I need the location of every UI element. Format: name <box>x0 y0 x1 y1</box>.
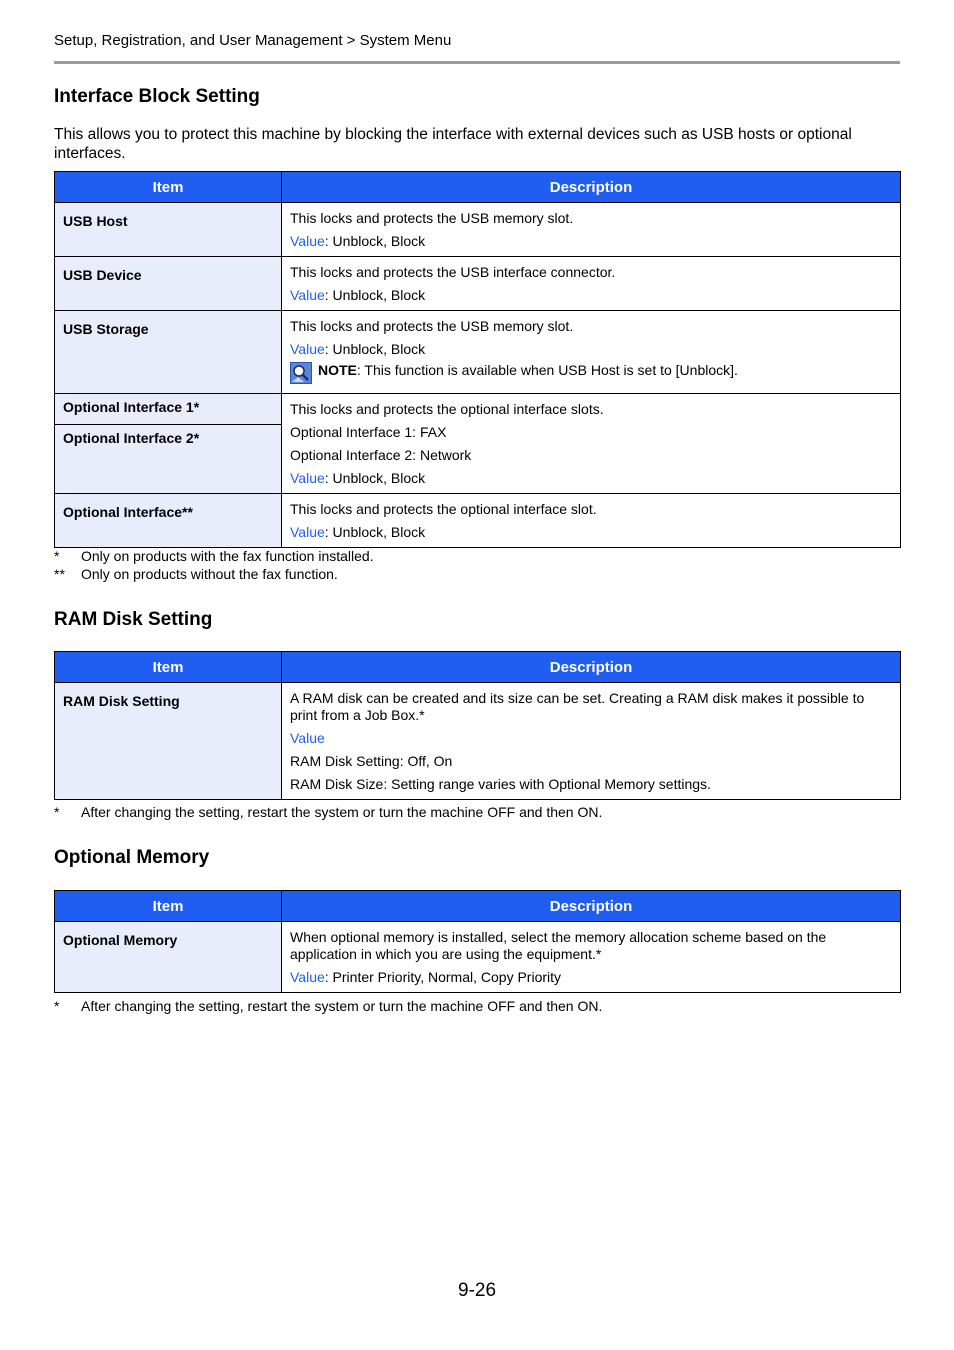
value-line <box>290 969 892 986</box>
col-header-description: Description <box>282 652 901 683</box>
note-label: NOTE <box>318 362 357 378</box>
desc-text: This locks and protects the USB memory slot. <box>290 210 574 226</box>
item-optional-memory: Optional Memory <box>55 922 282 993</box>
desc-text: When optional memory is installed, select the memory allocation scheme based on the application in which you are using the equipment.* <box>290 929 827 962</box>
breadcrumb: Setup, Registration, and User Management > System Menu <box>54 32 452 49</box>
desc-text: This locks and protects the optional interface slots. <box>290 401 604 417</box>
value-label: Value <box>290 524 325 540</box>
value-line <box>290 233 892 250</box>
value-text: : Unblock, Block <box>324 287 426 303</box>
col-header-description: Description <box>282 172 901 203</box>
note <box>290 362 892 384</box>
footnote <box>54 547 374 565</box>
col-header-item: Item <box>55 172 282 203</box>
value-label: Value <box>290 287 325 303</box>
col-header-item: Item <box>55 652 282 683</box>
interface-block-table <box>54 171 901 548</box>
section-title-ram-disk: RAM Disk Setting <box>54 609 213 630</box>
value-text: : Unblock, Block <box>324 233 426 249</box>
value-label: Value <box>290 969 325 985</box>
desc-line: RAM Disk Size: Setting range varies with Optional Memory settings. <box>290 776 711 792</box>
section-title-optional-memory: Optional Memory <box>54 847 210 868</box>
desc-line: RAM Disk Setting: Off, On <box>290 753 453 769</box>
footnote-text: Only on products without the fax function. <box>81 566 338 582</box>
col-header-description: Description <box>282 891 901 922</box>
table-row <box>55 683 901 800</box>
value-text: : Unblock, Block <box>324 470 426 486</box>
note-magnifier-icon <box>290 362 312 384</box>
desc-usb-storage <box>282 311 901 394</box>
value-label: Value <box>290 341 325 357</box>
section-title-interface-block: Interface Block Setting <box>54 86 260 107</box>
item-optional-interface-single: Optional Interface** <box>55 494 282 548</box>
desc-text: This locks and protects the USB memory slot. <box>290 318 574 334</box>
value-text: : Printer Priority, Normal, Copy Priority <box>324 969 562 985</box>
desc-text: This locks and protects the USB interface connector. <box>290 264 616 280</box>
optional-memory-table <box>54 890 901 993</box>
value-line <box>290 524 892 541</box>
item-usb-storage: USB Storage <box>55 311 282 394</box>
footnote-mark: * <box>54 548 60 564</box>
item-usb-device: USB Device <box>55 257 282 311</box>
value-label: Value <box>290 730 325 746</box>
col-header-item: Item <box>55 891 282 922</box>
desc-usb-device <box>282 257 901 311</box>
table-row <box>55 203 901 257</box>
header-rule <box>54 61 900 64</box>
page-number: 9-26 <box>458 1280 497 1301</box>
desc-line: Optional Interface 1: FAX <box>290 424 447 440</box>
value-text: : Unblock, Block <box>324 341 426 357</box>
table-row <box>55 394 901 425</box>
footnote <box>54 565 338 583</box>
item-optional-interface-2: Optional Interface 2* <box>55 424 282 493</box>
value-line <box>290 287 892 304</box>
footnote-mark: ** <box>54 566 65 582</box>
footnote-mark: * <box>54 804 60 820</box>
footnote-mark: * <box>54 998 60 1014</box>
item-usb-host: USB Host <box>55 203 282 257</box>
ram-disk-table <box>54 651 901 800</box>
footnote <box>54 997 602 1015</box>
item-ram-disk-setting: RAM Disk Setting <box>55 683 282 800</box>
section-intro: This allows you to protect this machine by blocking the interface with external devices such as USB hosts or optional interfaces. <box>54 126 852 162</box>
value-label: Value <box>290 233 325 249</box>
footnote <box>54 803 602 821</box>
table-header-row <box>55 652 901 683</box>
desc-optional-interface-single <box>282 494 901 548</box>
note-text <box>318 362 738 379</box>
desc-text: A RAM disk can be created and its size can be set. Creating a RAM disk makes it possible to print from a Job Box.* <box>290 690 865 723</box>
footnote-text: After changing the setting, restart the system or turn the machine OFF and then ON. <box>81 998 603 1014</box>
table-row <box>55 922 901 993</box>
desc-text: This locks and protects the optional interface slot. <box>290 501 597 517</box>
desc-usb-host <box>282 203 901 257</box>
note-body: : This function is available when USB Host is set to [Unblock]. <box>356 362 738 378</box>
table-row <box>55 311 901 394</box>
table-header-row <box>55 891 901 922</box>
desc-optional-interface <box>282 394 901 494</box>
value-line <box>290 470 892 487</box>
footnote-text: Only on products with the fax function installed. <box>81 548 374 564</box>
footnote-text: After changing the setting, restart the system or turn the machine OFF and then ON. <box>81 804 603 820</box>
table-row <box>55 494 901 548</box>
value-line <box>290 341 892 358</box>
desc-optional-memory <box>282 922 901 993</box>
value-text: : Unblock, Block <box>324 524 426 540</box>
table-row <box>55 257 901 311</box>
desc-line: Optional Interface 2: Network <box>290 447 472 463</box>
desc-ram-disk-setting <box>282 683 901 800</box>
item-optional-interface-1: Optional Interface 1* <box>55 394 282 425</box>
value-label: Value <box>290 470 325 486</box>
table-header-row <box>55 172 901 203</box>
